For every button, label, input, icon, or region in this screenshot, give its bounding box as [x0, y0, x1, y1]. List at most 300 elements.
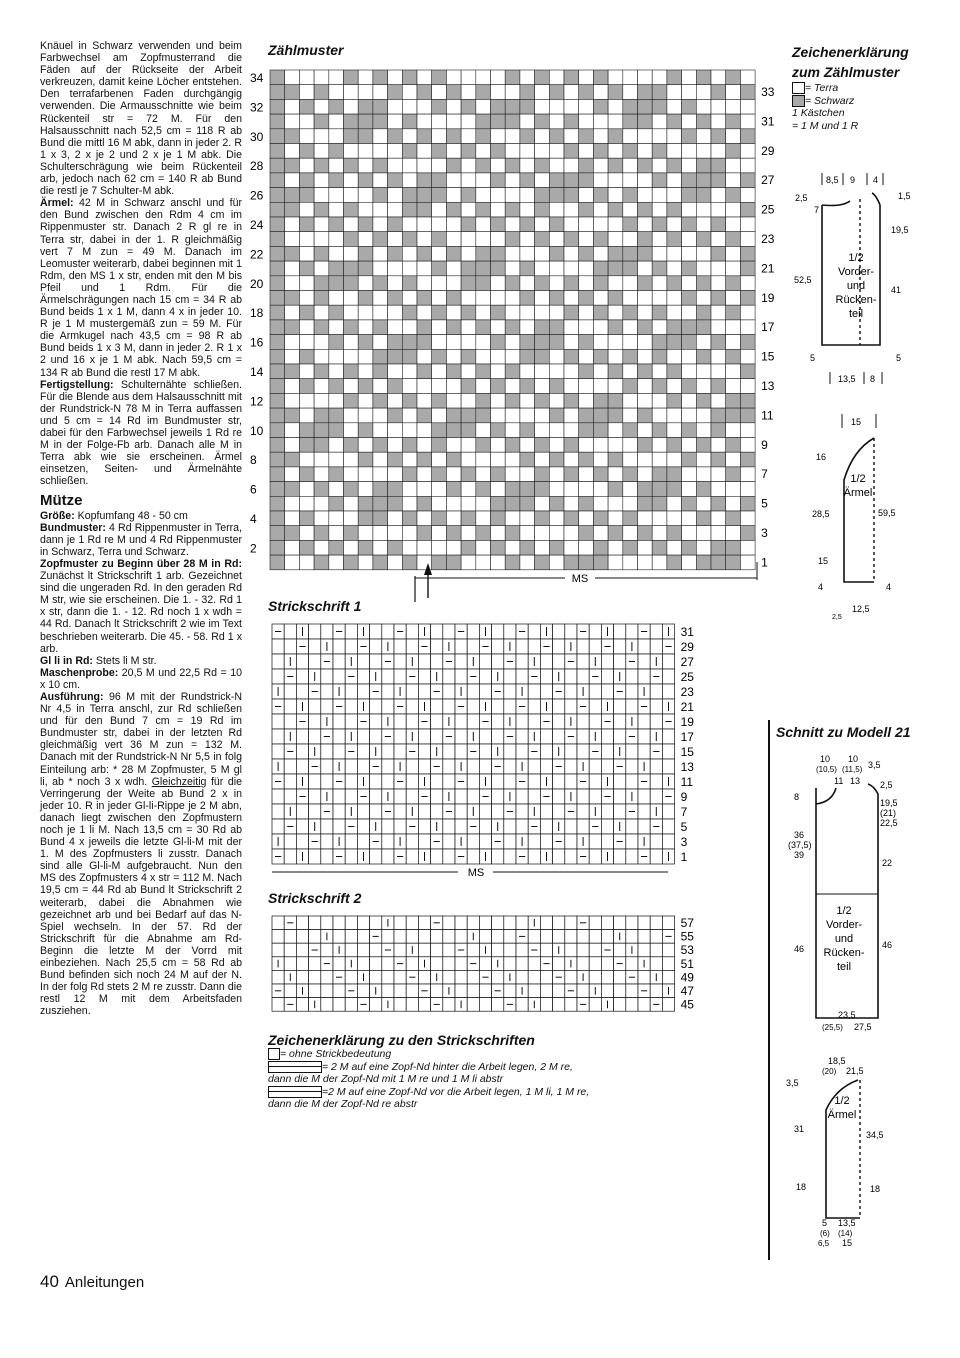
zaehl-cell	[652, 99, 667, 114]
zaehl-cell	[564, 202, 579, 217]
zaehl-cell	[652, 482, 667, 497]
zaehl-cell	[638, 129, 653, 144]
zaehl-cell	[564, 276, 579, 291]
s1-cell	[662, 804, 674, 819]
zaehl-cell	[667, 217, 682, 232]
s1-cell	[357, 669, 369, 684]
zaehl-cell	[623, 261, 638, 276]
s1-cell	[492, 639, 504, 654]
zaehl-cell	[476, 364, 491, 379]
zaehl-cell	[476, 540, 491, 555]
zaehlmuster-chart	[245, 62, 790, 607]
zaehl-cell	[270, 526, 285, 541]
s1-cell	[638, 654, 650, 669]
zaehl-cell	[417, 320, 432, 335]
zaehl-cell	[711, 496, 726, 511]
s1-cell	[504, 819, 516, 834]
zaehl-cell	[564, 158, 579, 173]
zaehl-cell	[270, 320, 285, 335]
s1-cell	[467, 639, 479, 654]
zaehl-cell	[608, 555, 623, 570]
zaehl-cell	[314, 393, 329, 408]
s1-cell	[321, 759, 333, 774]
zaehl-cell	[726, 320, 741, 335]
zaehl-cell	[549, 393, 564, 408]
zaehl-cell	[740, 85, 755, 100]
strickschrift2-row-numbers	[681, 916, 695, 1012]
zaehl-cell	[270, 393, 285, 408]
zaehl-cell	[505, 129, 520, 144]
s1-cell	[553, 639, 565, 654]
zaehl-left-number: 2	[250, 541, 257, 556]
zaehl-cell	[520, 496, 535, 511]
zaehl-cell	[270, 408, 285, 423]
zaehl-cell	[402, 408, 417, 423]
ss-c0: 1/2	[834, 1095, 850, 1107]
zaehl-cell	[549, 144, 564, 159]
zaehl-cell	[344, 114, 359, 129]
dim-bottom-right: 5	[896, 353, 902, 363]
zaehl-cell	[358, 408, 373, 423]
zaehl-cell	[299, 335, 314, 350]
zaehl-cell	[344, 129, 359, 144]
zaehl-cell	[446, 85, 461, 100]
zaehl-cell	[461, 291, 476, 306]
s1-cell	[309, 639, 321, 654]
zaehl-cell	[564, 526, 579, 541]
zaehl-cell	[358, 335, 373, 350]
zaehl-cell	[402, 99, 417, 114]
s1-cell	[662, 729, 674, 744]
text-groesse: Kopfumfang 48 - 50 cm	[74, 509, 188, 522]
s1-cell	[370, 714, 382, 729]
zaehl-cell	[505, 158, 520, 173]
s1-cell	[382, 849, 394, 864]
s1-cell	[479, 804, 491, 819]
zaehl-cell	[461, 555, 476, 570]
strickschrift2-grid	[272, 916, 675, 1011]
zaehl-cell	[270, 467, 285, 482]
s1-cell	[638, 639, 650, 654]
s1-cell	[626, 684, 638, 699]
s2-cell	[565, 943, 577, 957]
s1-cell	[431, 729, 443, 744]
zaehl-cell	[726, 364, 741, 379]
zaehl-cell	[682, 232, 697, 247]
zaehl-cell	[329, 85, 344, 100]
zaehl-cell	[344, 540, 359, 555]
zaehl-cell	[461, 467, 476, 482]
s1-cell	[504, 849, 516, 864]
zaehl-cell	[638, 99, 653, 114]
zaehl-cell	[358, 217, 373, 232]
zaehl-cell	[373, 526, 388, 541]
zaehl-cell	[535, 452, 550, 467]
zaehl-cell	[726, 232, 741, 247]
zaehl-cell	[270, 349, 285, 364]
zaehl-cell	[535, 482, 550, 497]
zaehlmuster-title: Zählmuster	[268, 42, 344, 58]
zaehl-cell	[696, 85, 711, 100]
zaehl-cell	[711, 482, 726, 497]
s1-cell	[406, 639, 418, 654]
zaehl-cell	[520, 467, 535, 482]
sb-c4: teil	[836, 961, 852, 973]
zaehl-cell	[329, 232, 344, 247]
zaehl-cell	[667, 232, 682, 247]
zaehl-cell	[608, 526, 623, 541]
zaehl-cell	[491, 540, 506, 555]
zaehl-cell	[726, 379, 741, 394]
zaehl-cell	[711, 70, 726, 85]
zaehl-cell	[402, 144, 417, 159]
s1-cell	[540, 819, 552, 834]
s2-cell	[382, 957, 394, 971]
zaehl-cell	[593, 158, 608, 173]
zaehl-cell	[740, 261, 755, 276]
s1-cell	[540, 804, 552, 819]
label-zopf: Zopfmuster zu Beginn über 28 M in Rd:	[40, 557, 242, 570]
zaehl-cell	[476, 438, 491, 453]
zaehl-cell	[402, 261, 417, 276]
zaehl-cell	[608, 467, 623, 482]
s2-cell	[504, 984, 516, 998]
zaehl-cell	[314, 511, 329, 526]
s1-row-number: 9	[680, 790, 688, 804]
zaehl-cell	[623, 188, 638, 203]
zaehl-cell	[402, 232, 417, 247]
zaehl-cell	[505, 70, 520, 85]
zaehl-cell	[638, 540, 653, 555]
zaehl-cell	[579, 555, 594, 570]
zaehl-cell	[373, 438, 388, 453]
zaehl-cell	[461, 364, 476, 379]
zaehl-cell	[608, 129, 623, 144]
zaehl-cell	[461, 379, 476, 394]
zaehl-cell	[373, 158, 388, 173]
zaehl-cell	[432, 291, 447, 306]
legend-strick-item2a-text: = 2 M auf eine Zopf-Nd hinter die Arbeit legen, 2 M re,	[322, 1060, 573, 1073]
zaehl-cell	[314, 467, 329, 482]
zaehl-cell	[623, 467, 638, 482]
zaehl-cell	[432, 85, 447, 100]
zaehl-cell	[461, 217, 476, 232]
zaehl-cell	[344, 85, 359, 100]
zaehl-cell	[446, 496, 461, 511]
zaehl-cell	[270, 482, 285, 497]
zaehl-cell	[270, 276, 285, 291]
zaehl-cell	[564, 188, 579, 203]
s1-cell	[577, 789, 589, 804]
s2-cell	[504, 930, 516, 944]
s1-cell	[431, 804, 443, 819]
s2-cell	[577, 930, 589, 944]
s2-cell	[479, 916, 491, 930]
zaehl-cell	[549, 70, 564, 85]
s2-cell	[345, 916, 357, 930]
zaehl-cell	[270, 291, 285, 306]
zaehl-cell	[682, 320, 697, 335]
zaehl-cell	[417, 291, 432, 306]
zaehl-cell	[314, 555, 329, 570]
zaehl-cell	[299, 320, 314, 335]
s2-cell	[382, 930, 394, 944]
zaehl-cell	[623, 452, 638, 467]
zaehl-cell	[505, 511, 520, 526]
s1-cell	[662, 669, 674, 684]
zaehl-cell	[270, 379, 285, 394]
zaehl-cell	[652, 232, 667, 247]
zaehl-cell	[608, 364, 623, 379]
s1-cell	[577, 669, 589, 684]
s2-cell	[357, 957, 369, 971]
s1-cell	[370, 729, 382, 744]
ss-l3: 18	[796, 1182, 807, 1192]
zaehl-cell	[711, 393, 726, 408]
zaehl-cell	[491, 305, 506, 320]
zaehl-cell	[432, 482, 447, 497]
zaehl-cell	[491, 555, 506, 570]
zaehl-cell	[344, 246, 359, 261]
zaehl-cell	[417, 393, 432, 408]
zaehl-cell	[491, 393, 506, 408]
s1-cell	[333, 744, 345, 759]
zaehl-cell	[740, 408, 755, 423]
zaehl-cell	[549, 173, 564, 188]
zaehl-cell	[682, 202, 697, 217]
zaehl-cell	[652, 129, 667, 144]
zaehl-cell	[329, 261, 344, 276]
s2-cell	[394, 930, 406, 944]
s1-cell	[553, 729, 565, 744]
zaehl-cell	[285, 540, 300, 555]
zaehl-cell	[520, 540, 535, 555]
zaehl-cell	[535, 555, 550, 570]
s1-cell	[492, 849, 504, 864]
zaehl-cell	[388, 349, 403, 364]
s1-cell	[455, 669, 467, 684]
zaehl-right-number: 19	[761, 290, 775, 305]
zaehl-cell	[711, 291, 726, 306]
zaehl-cell	[299, 70, 314, 85]
zaehl-cell	[638, 144, 653, 159]
s1-cell	[565, 624, 577, 639]
zaehl-cell	[270, 305, 285, 320]
zaehl-cell	[740, 540, 755, 555]
zaehl-cell	[726, 129, 741, 144]
s1-cell	[601, 759, 613, 774]
s1-cell	[370, 774, 382, 789]
s1-cell	[418, 759, 430, 774]
zaehl-cell	[535, 85, 550, 100]
zaehl-cell	[329, 305, 344, 320]
zaehl-cell	[682, 335, 697, 350]
zaehl-cell	[652, 202, 667, 217]
zaehl-cell	[564, 511, 579, 526]
zaehl-cell	[608, 114, 623, 129]
s1-cell	[418, 654, 430, 669]
zaehl-cell	[373, 452, 388, 467]
zaehl-cell	[535, 202, 550, 217]
zaehl-cell	[564, 423, 579, 438]
zaehl-cell	[285, 555, 300, 570]
s1-cell	[284, 699, 296, 714]
zaehl-cell	[373, 188, 388, 203]
s1-row-number: 23	[680, 685, 694, 699]
s1-cell	[345, 849, 357, 864]
zaehl-cell	[491, 173, 506, 188]
s1-cell	[345, 639, 357, 654]
s1-cell	[406, 774, 418, 789]
zaehl-cell	[520, 261, 535, 276]
zaehl-cell	[329, 291, 344, 306]
zaehl-cell	[682, 540, 697, 555]
zaehl-cell	[740, 526, 755, 541]
zaehl-cell	[285, 202, 300, 217]
zaehl-cell	[652, 408, 667, 423]
zaehl-cell	[388, 202, 403, 217]
s1-cell	[504, 669, 516, 684]
zaehl-cell	[549, 188, 564, 203]
ss-t0: 18,5	[828, 1056, 846, 1066]
s2-cell	[553, 930, 565, 944]
zaehl-cell	[579, 217, 594, 232]
zaehl-cell	[638, 452, 653, 467]
zaehl-cell	[461, 511, 476, 526]
s1-cell	[516, 669, 528, 684]
zaehl-cell	[476, 555, 491, 570]
zaehl-cell	[388, 232, 403, 247]
zaehl-cell	[446, 217, 461, 232]
zaehl-cell	[535, 188, 550, 203]
zaehl-cell	[667, 526, 682, 541]
zaehl-cell	[638, 526, 653, 541]
s2-cell	[296, 970, 308, 984]
s2-cell	[333, 957, 345, 971]
zaehl-cell	[344, 158, 359, 173]
zaehl-cell	[476, 202, 491, 217]
s1-cell	[284, 684, 296, 699]
s1-cell	[333, 654, 345, 669]
zaehl-cell	[285, 349, 300, 364]
zaehl-cell	[564, 364, 579, 379]
zaehl-cell	[682, 438, 697, 453]
s1-cell	[540, 759, 552, 774]
zaehl-cell	[491, 526, 506, 541]
s2-cell	[638, 970, 650, 984]
s2-cell	[296, 998, 308, 1012]
zaehl-cell	[638, 114, 653, 129]
zaehl-cell	[535, 496, 550, 511]
s1-cell	[626, 834, 638, 849]
s1-cell	[382, 834, 394, 849]
s1-cell	[345, 774, 357, 789]
zaehl-cell	[417, 99, 432, 114]
s2-cell	[431, 943, 443, 957]
zaehl-cell	[314, 320, 329, 335]
zaehl-cell	[564, 438, 579, 453]
zaehl-cell	[402, 70, 417, 85]
zaehl-cell	[579, 188, 594, 203]
legend-strick-item1-text: = ohne Strickbedeutung	[280, 1048, 392, 1060]
zaehl-cell	[520, 482, 535, 497]
zaehl-cell	[667, 511, 682, 526]
s1-cell	[577, 714, 589, 729]
zaehl-cell	[652, 305, 667, 320]
zaehl-cell	[667, 70, 682, 85]
s2-cell	[455, 984, 467, 998]
zaehl-cell	[505, 217, 520, 232]
zaehl-cell	[593, 511, 608, 526]
zaehl-cell	[667, 408, 682, 423]
zaehl-cell	[285, 232, 300, 247]
zaehl-cell	[329, 320, 344, 335]
sleeve-dim-b2: 4	[886, 582, 892, 592]
s1-cell	[357, 819, 369, 834]
zaehl-cell	[740, 364, 755, 379]
zaehl-cell	[579, 452, 594, 467]
s1-cell	[626, 669, 638, 684]
s2-cell	[467, 916, 479, 930]
zaehl-cell	[329, 188, 344, 203]
s1-cell	[370, 639, 382, 654]
s1-cell	[492, 729, 504, 744]
s1-cell	[455, 639, 467, 654]
s1-cell	[309, 714, 321, 729]
zaehl-cell	[329, 393, 344, 408]
s2-cell	[370, 998, 382, 1012]
s2-cell	[577, 984, 589, 998]
s1-cell	[394, 729, 406, 744]
zaehl-cell	[402, 349, 417, 364]
zaehl-cell	[270, 261, 285, 276]
zaehl-cell	[608, 261, 623, 276]
zaehl-cell	[593, 261, 608, 276]
zaehl-cell	[652, 452, 667, 467]
zaehl-cell	[520, 408, 535, 423]
sleeve-label-1: 1/2	[850, 473, 866, 485]
zaehl-cell	[314, 188, 329, 203]
zaehl-cell	[417, 349, 432, 364]
s1-cell	[284, 714, 296, 729]
st-t3: (11,5)	[842, 765, 863, 774]
s1-cell	[553, 654, 565, 669]
zaehl-cell	[314, 114, 329, 129]
zaehl-cell	[329, 99, 344, 114]
zaehl-cell	[535, 364, 550, 379]
zaehl-cell	[667, 482, 682, 497]
zaehl-cell	[593, 408, 608, 423]
zaehl-cell	[402, 114, 417, 129]
zaehl-cell	[461, 261, 476, 276]
zaehl-cell	[446, 158, 461, 173]
zaehl-cell	[740, 276, 755, 291]
zaehl-cell	[461, 320, 476, 335]
zaehl-cell	[608, 99, 623, 114]
s1-cell	[467, 849, 479, 864]
zaehl-left-number: 6	[250, 482, 257, 497]
s1-cell	[309, 774, 321, 789]
s2-cell	[272, 930, 284, 944]
zaehl-cell	[520, 555, 535, 570]
s1-cell	[626, 624, 638, 639]
zaehl-cell	[417, 129, 432, 144]
zaehl-cell	[711, 158, 726, 173]
zaehl-cell	[476, 85, 491, 100]
s1-cell	[272, 729, 284, 744]
s1-cell	[553, 849, 565, 864]
zaehl-cell	[388, 261, 403, 276]
